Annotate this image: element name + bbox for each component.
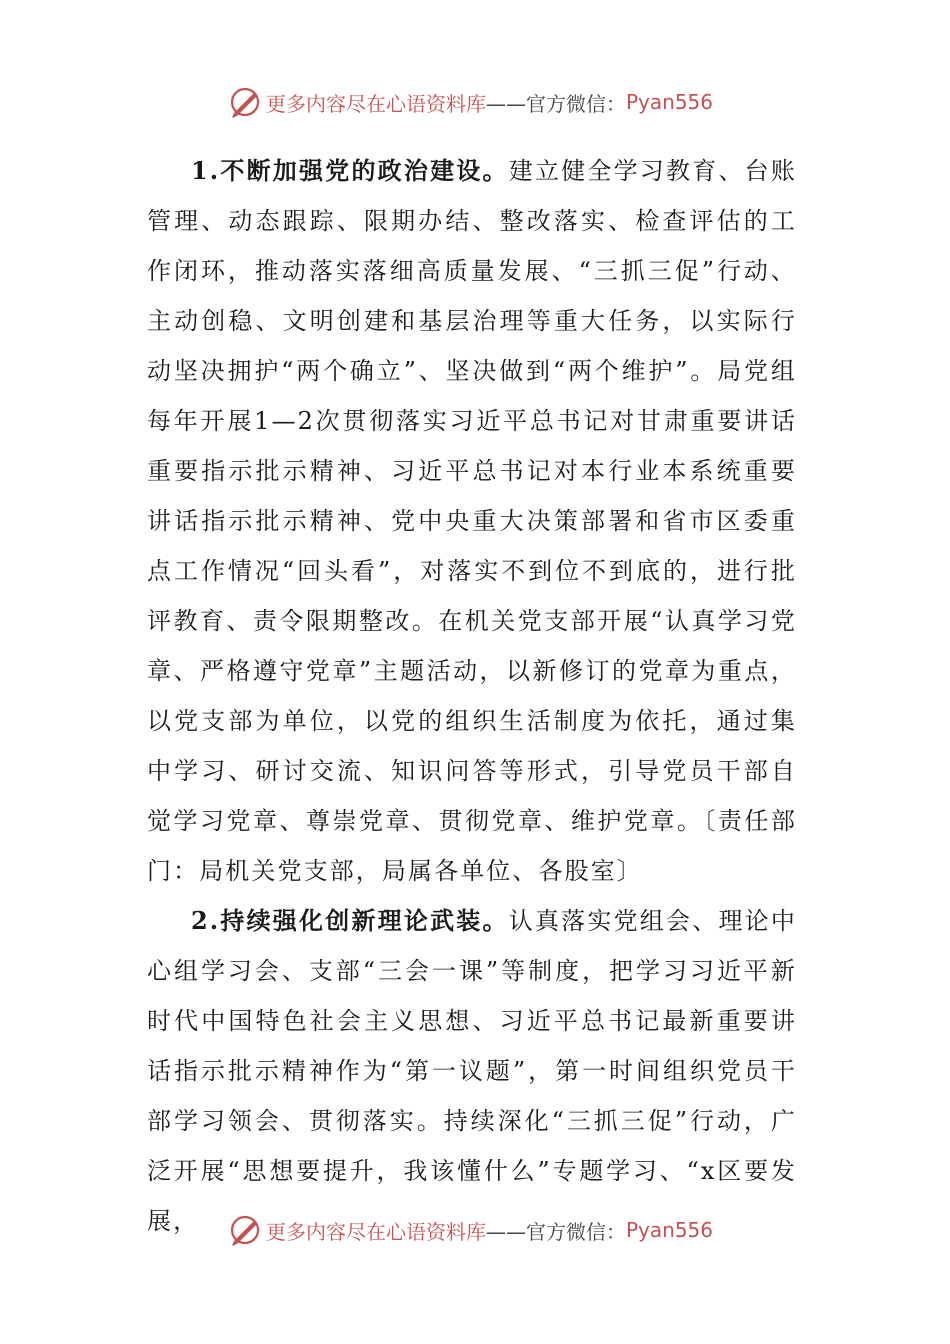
watermark-brand: 更多内容尽在心语资料库 <box>266 1219 486 1244</box>
paragraph-2-heading: 2.持续强化创新理论武装。 <box>191 906 509 935</box>
watermark-header <box>228 82 713 122</box>
watermark-id: Pyan556 <box>626 90 714 114</box>
paragraph-1-heading: 1.不断加强党的政治建设。 <box>191 156 509 185</box>
watermark-label: ——官方微信： <box>486 91 626 116</box>
pen-logo-icon <box>228 1213 262 1247</box>
paragraph-1-text: 建立健全学习教育、台账管理、动态跟踪、限期办结、整改落实、检查评估的工作闭环，推动落实落细高质量发展、“三抓三促”行动、主动创稳、文明创建和基层治理等重大任务，以实际行动坚决拥护“两个确立”、坚决做到“两个维护”。局党组每年开展1—2次贯彻落实习近平总书记对甘肃重要讲话重要指示批示精神、习近平总书记对本行业本系统重要讲话指示批示精神、党中央重大决策部署和省市区委重点工作情况“回头看”，对落实不到位不到底的，进行批评教育、责令限期整改。在机关党支部开展“认真学习党章、严格遵守党章”主题活动，以新修订的党章为重点，以党支部为单位，以党的组织生活制度为依托，通过集中学习、研讨交流、知识问答等形式，引导党员干部自觉学习党章、尊崇党章、贯彻党章、维护党章。〔责任部门：局机关党支部，局属各单位、各股室〕 <box>147 157 797 885</box>
pen-logo-icon <box>228 85 262 119</box>
paragraph-2-text: 认真落实党组会、理论中心组学习会、支部“三会一课”等制度，把学习习近平新时代中国特色社会主义思想、习近平总书记最新重要讲话指示批示精神作为“第一议题”，第一时间组织党员干部学习领会、贯彻落实。持续深化“三抓三促”行动，广泛开展“思想要提升，我该懂什么”专题学习、“x区要发展， <box>147 907 797 1235</box>
watermark-footer <box>228 1210 713 1250</box>
document-body <box>147 146 797 1246</box>
paragraph-1 <box>147 146 797 896</box>
watermark-brand: 更多内容尽在心语资料库 <box>266 91 486 116</box>
watermark-label: ——官方微信： <box>486 1219 626 1244</box>
paragraph-2 <box>147 896 797 1246</box>
watermark-id: Pyan556 <box>626 1218 714 1242</box>
